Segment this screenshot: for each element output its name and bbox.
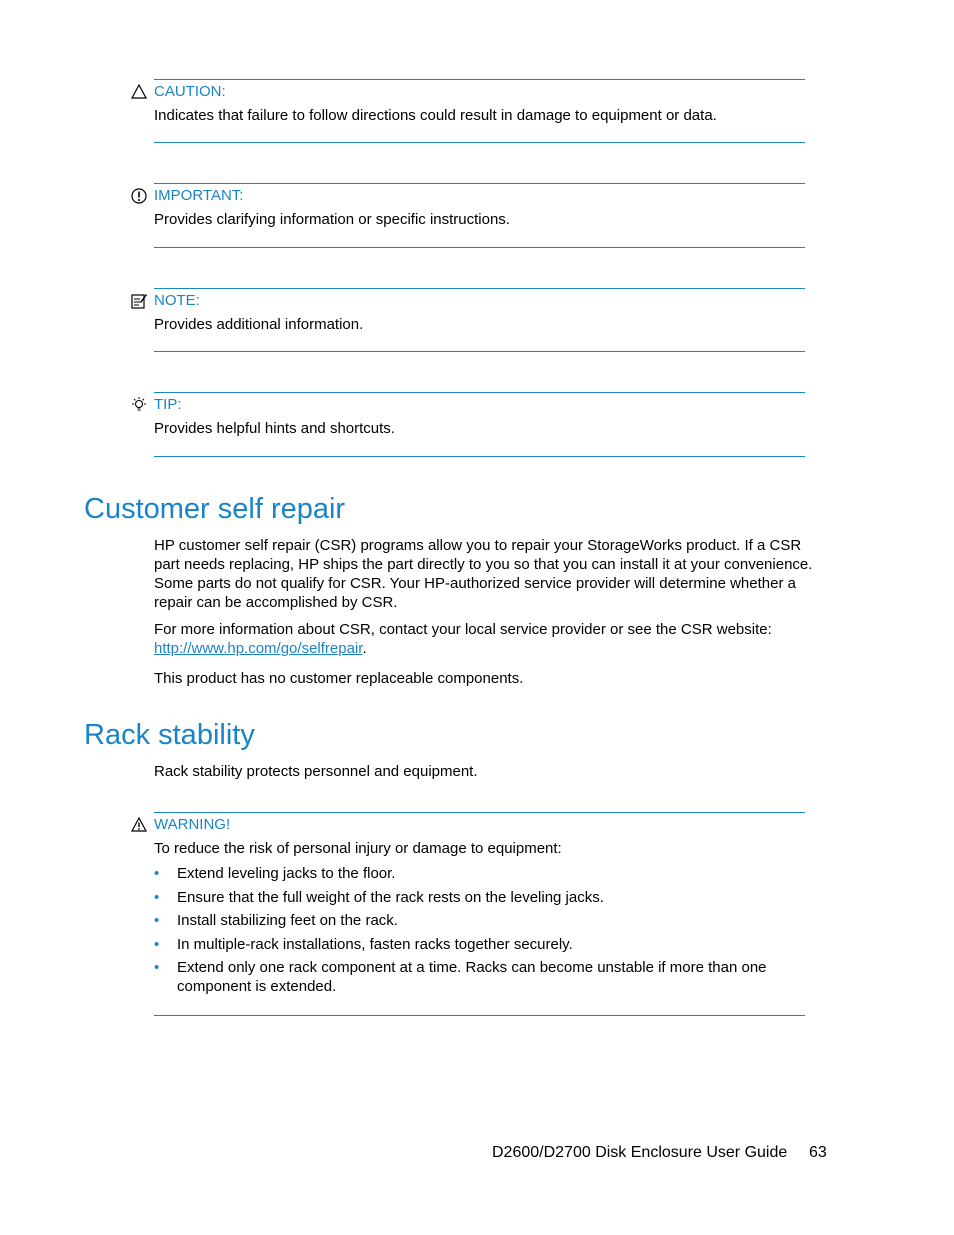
- bullet: •: [154, 959, 160, 976]
- page-number: 63: [809, 1144, 827, 1161]
- csr-paragraph-3: This product has no customer replaceable components.: [154, 670, 524, 687]
- rack-heading: Rack stability: [84, 719, 255, 751]
- list-item: [154, 911, 807, 930]
- bullet: •: [154, 935, 160, 953]
- list-item-text: Install stabilizing feet on the rack.: [177, 912, 398, 929]
- footer-title: D2600/D2700 Disk Enclosure User Guide: [492, 1144, 788, 1161]
- lightbulb-icon: [130, 396, 148, 414]
- list-item: [154, 864, 807, 883]
- important-icon: [130, 187, 148, 205]
- bullet: •: [154, 912, 160, 929]
- important-text: Provides clarifying information or specific instructions.: [154, 211, 510, 228]
- csr-heading: Customer self repair: [84, 493, 346, 525]
- list-item: [154, 958, 807, 996]
- note-text: Provides additional information.: [154, 316, 364, 333]
- list-item-text: Ensure that the full weight of the rack rests on the leveling jacks.: [177, 888, 604, 906]
- note-notice: [154, 288, 805, 352]
- warning-notice: [154, 812, 805, 1016]
- important-notice: [154, 183, 805, 248]
- caution-icon: [130, 83, 148, 101]
- warning-icon: [130, 816, 148, 834]
- warning-text: To reduce the risk of personal injury or damage to equipment:: [154, 840, 562, 857]
- tip-text: Provides helpful hints and shortcuts.: [154, 420, 395, 437]
- csr-paragraph-2-end: .: [362, 640, 367, 657]
- warning-label: WARNING!: [154, 816, 231, 833]
- caution-text: Indicates that failure to follow directions could result in damage to equipment or data.: [154, 107, 717, 124]
- bullet: •: [154, 865, 160, 882]
- caution-notice: [154, 79, 805, 143]
- selfrepair-link[interactable]: http://www.hp.com/go/selfrepair: [154, 640, 363, 657]
- csr-paragraph-2-text: For more information about CSR, contact your local service provider or see the CSR website:: [154, 621, 772, 638]
- tip-notice: [154, 392, 805, 457]
- bullet: •: [154, 888, 160, 906]
- csr-paragraph-2: [154, 620, 824, 658]
- tip-label: TIP:: [154, 396, 182, 413]
- note-icon: [130, 292, 148, 310]
- list-item: [154, 935, 807, 954]
- note-label: NOTE:: [154, 292, 200, 309]
- list-item-text: In multiple-rack installations, fasten racks together securely.: [177, 935, 573, 953]
- caution-label: CAUTION:: [154, 83, 226, 100]
- list-item: [154, 888, 807, 907]
- list-item-text: Extend only one rack component at a time. Racks can become unstable if more than one component is extended.: [177, 959, 767, 995]
- warning-list: [154, 864, 805, 996]
- important-label: IMPORTANT:: [154, 187, 244, 204]
- list-item-text: Extend leveling jacks to the floor.: [177, 865, 396, 882]
- csr-paragraph-1: HP customer self repair (CSR) programs allow you to repair your StorageWorks product. If a CSR part needs replacing, HP ships the part directly to you so that you can install it at your convenience. Some parts do not qualify for CSR. Your HP-authorized service provider will determine whether a repair can be accomplished by CSR.: [154, 537, 813, 611]
- rack-intro: Rack stability protects personnel and equipment.: [154, 763, 478, 780]
